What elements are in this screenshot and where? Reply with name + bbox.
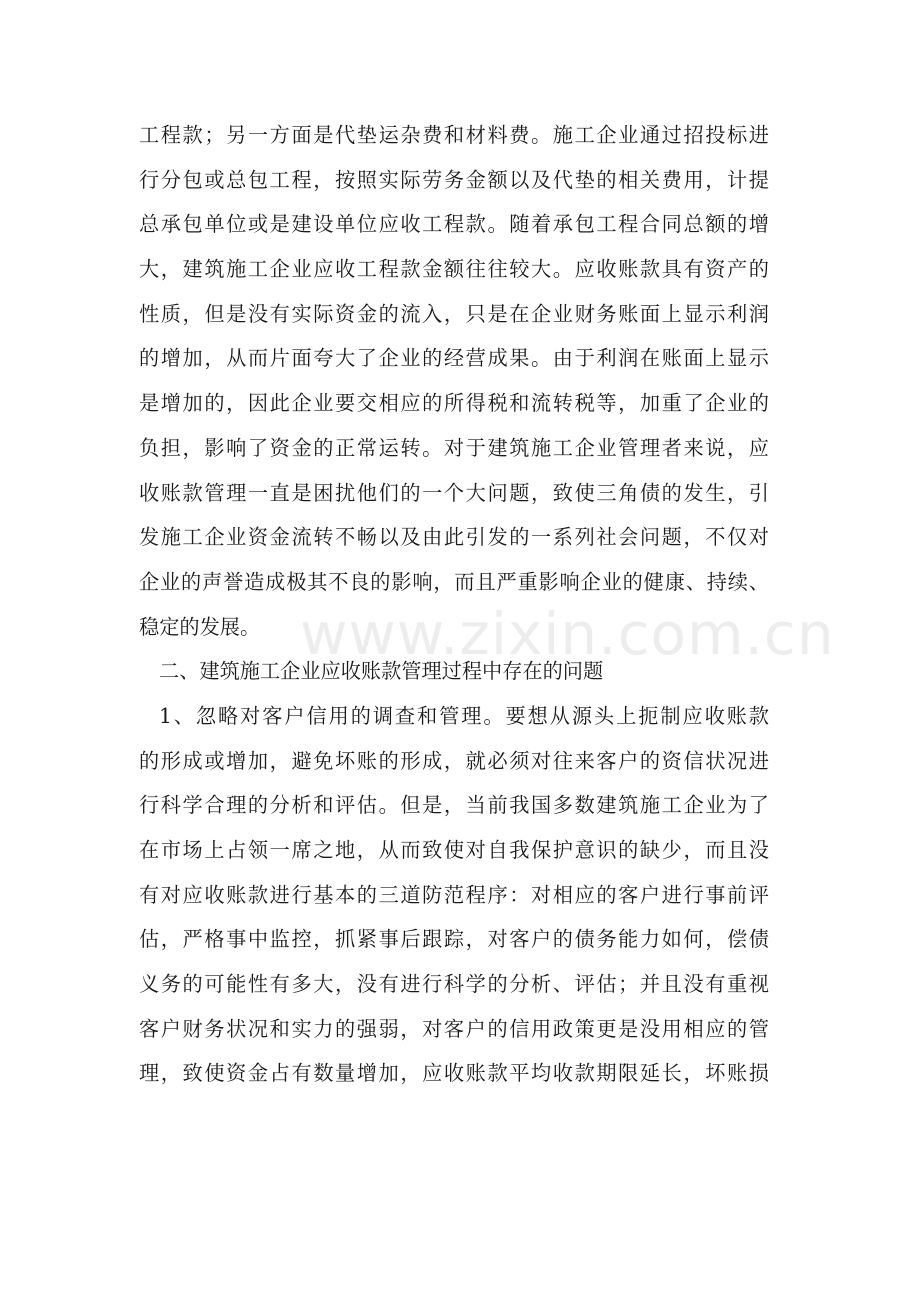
watermark-text: www.zixin.com.cn xyxy=(300,600,835,668)
text-line-7: 是增加的，因此企业要交相应的所得税和流转税等，加重了企业的 xyxy=(139,391,769,416)
text-line-19: 估，严格事中监控，抓紧事后跟踪，对客户的债务能力如何，偿债 xyxy=(139,927,769,952)
text-line-3: 总承包单位或是建设单位应收工程款。随着承包工程合同总额的增 xyxy=(139,212,769,237)
text-line-16: 行科学合理的分析和评估。但是，当前我国多数建筑施工企业为了 xyxy=(139,793,769,818)
text-line-17: 在市场上占领一席之地，从而致使对自我保护意识的缺少，而且没 xyxy=(139,838,769,862)
section-heading: 二、建筑施工企业应收账款管理过程中存在的问题 xyxy=(159,659,604,684)
text-line-4: 大，建筑施工企业应收工程款金额往往较大。应收账款具有资产的 xyxy=(139,257,769,282)
document-body xyxy=(139,113,769,1096)
text-line-6: 的增加，从而片面夸大了企业的经营成果。由于利润在账面上显示 xyxy=(139,346,769,371)
text-line-18: 有对应收账款进行基本的三道防范程序：对相应的客户进行事前评 xyxy=(139,882,769,907)
text-line-8: 负担，影响了资金的正常运转。对于建筑施工企业管理者来说，应 xyxy=(139,435,769,460)
text-line-12: 稳定的发展。 xyxy=(139,614,261,639)
text-line-11: 企业的声誉造成极其不良的影响，而且严重影响企业的健康、持续、 xyxy=(139,569,769,594)
text-line-9: 收账款管理一直是困扰他们的一个大问题，致使三角债的发生，引 xyxy=(139,480,769,505)
text-line-5: 性质，但是没有实际资金的流入，只是在企业财务账面上显示利润 xyxy=(139,301,769,326)
text-line-1: 工程款；另一方面是代垫运杂费和材料费。施工企业通过招投标进 xyxy=(139,123,769,147)
text-line-2: 行分包或总包工程，按照实际劳务金额以及代垫的相关费用，计提 xyxy=(139,167,769,192)
text-line-21: 客户财务状况和实力的强弱，对客户的信用政策更是没用相应的管 xyxy=(139,1016,769,1041)
text-line-22: 理，致使资金占有数量增加，应收账款平均收款期限延长，坏账损 xyxy=(139,1061,769,1086)
text-line-15: 的形成或增加，避免坏账的形成，就必须对往来客户的资信状况进 xyxy=(139,748,769,773)
text-line-14: 1、忽略对客户信用的调查和管理。要想从源头上扼制应收账款 xyxy=(159,703,769,728)
text-line-10: 发施工企业资金流转不畅以及由此引发的一系列社会问题，不仅对 xyxy=(139,525,769,550)
text-line-20: 义务的可能性有多大，没有进行科学的分析、评估；并且没有重视 xyxy=(139,972,769,997)
